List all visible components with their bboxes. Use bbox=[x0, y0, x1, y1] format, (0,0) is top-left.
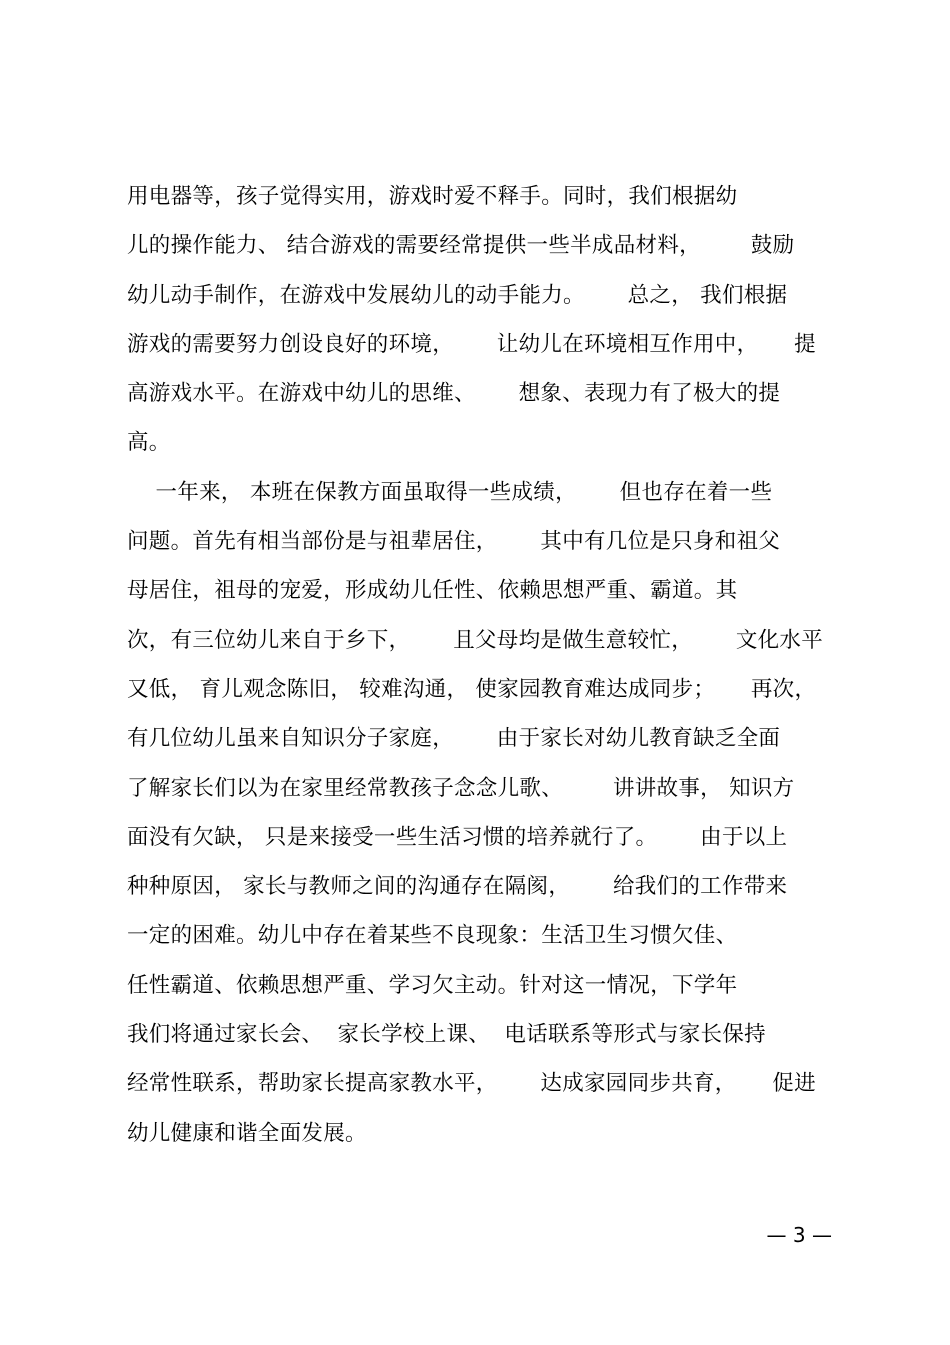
text-line: 游戏的需要努力创设良好的环境， 让幼儿在环境相互作用中， 提 bbox=[127, 331, 816, 357]
text-line: 有几位幼儿虽来自知识分子家庭， 由于家长对幼儿教育缺乏全面 bbox=[127, 726, 781, 752]
text-line: 母居住，祖母的宠爱，形成幼儿任性、依赖思想严重、霸道。其 bbox=[127, 578, 738, 604]
text-line: 一定的困难。幼儿中存在着某些不良现象：生活卫生习惯欠佳、 bbox=[127, 923, 738, 949]
text-line: 又低， 育儿观念陈旧， 较难沟通， 使家园教育难达成同步； 再次， bbox=[127, 676, 817, 702]
text-line: 幼儿动手制作，在游戏中发展幼儿的动手能力。 总之， 我们根据 bbox=[127, 282, 788, 308]
text-line: 幼儿健康和谐全面发展。 bbox=[127, 1120, 367, 1146]
text-line: 我们将通过家长会、 家长学校上课、 电话联系等形式与家长保持 bbox=[127, 1022, 766, 1048]
body-text bbox=[127, 172, 837, 1158]
text-line: 一年来， 本班在保教方面虽取得一些成绩， 但也存在着一些 bbox=[127, 479, 773, 505]
text-line: 高。 bbox=[127, 430, 171, 456]
text-line: 经常性联系，帮助家长提高家教水平， 达成家园同步共育， 促进 bbox=[127, 1071, 816, 1097]
text-line: 次，有三位幼儿来自于乡下， 且父母均是做生意较忙， 文化水平 bbox=[127, 627, 824, 653]
text-line: 问题。首先有相当部份是与祖辈居住， 其中有几位是只身和祖父 bbox=[127, 529, 781, 555]
page-number: — 3 — bbox=[766, 1223, 832, 1247]
text-line: 种种原因， 家长与教师之间的沟通存在隔阂， 给我们的工作带来 bbox=[127, 874, 788, 900]
text-line: 了解家长们以为在家里经常教孩子念念儿歌、 讲讲故事， 知识方 bbox=[127, 775, 795, 801]
text-line: 用电器等，孩子觉得实用，游戏时爱不释手。同时，我们根据幼 bbox=[127, 184, 738, 209]
text-line: 高游戏水平。在游戏中幼儿的思维、 想象、表现力有了极大的提 bbox=[127, 381, 781, 407]
text-line: 儿的操作能力、 结合游戏的需要经常提供一些半成品材料， 鼓励 bbox=[127, 233, 795, 259]
text-line: 任性霸道、依赖思想严重、学习欠主动。针对这一情况，下学年 bbox=[127, 972, 738, 998]
text-line: 面没有欠缺， 只是来接受一些生活习惯的培养就行了。 由于以上 bbox=[127, 824, 788, 850]
